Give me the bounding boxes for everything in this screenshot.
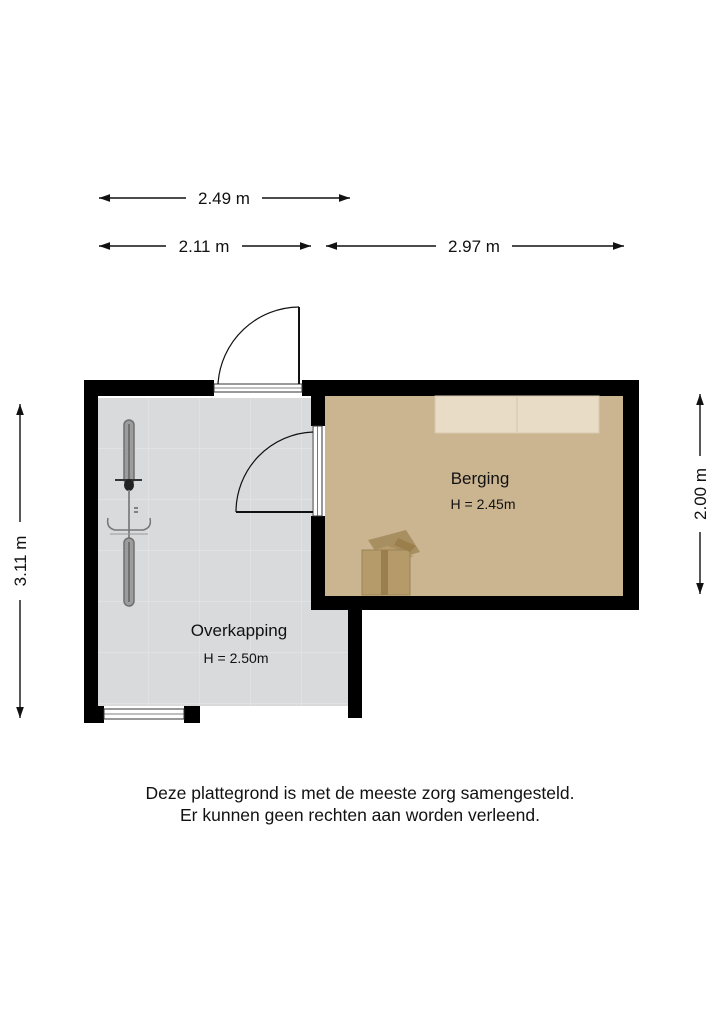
disclaimer-line-2: Er kunnen geen rechten aan worden verleend. <box>180 805 540 825</box>
dimension-label-top-right: 2.97 m <box>448 237 500 256</box>
dimension-top-left <box>99 237 311 256</box>
room-name-berging: Berging <box>450 469 510 488</box>
dimension-label-top-overall: 2.49 m <box>198 189 250 208</box>
room-height-overkapping: H = 2.50m <box>203 650 269 666</box>
dimension-left-side <box>11 404 30 718</box>
dimension-top-right <box>326 237 624 256</box>
bottom-window <box>104 709 184 719</box>
dimension-label-right-side: 2.00 m <box>691 468 710 520</box>
shelf <box>435 396 599 433</box>
disclaimer-line-1: Deze plattegrond is met de meeste zorg samengesteld. <box>145 783 575 803</box>
dimension-right-side <box>691 394 710 594</box>
disclaimer <box>0 782 720 826</box>
room-name-overkapping: Overkapping <box>190 621 288 640</box>
top-door <box>214 307 302 392</box>
dimension-top-overall <box>99 189 350 208</box>
dimension-label-left-side: 3.11 m <box>11 535 30 587</box>
room-height-berging: H = 2.45m <box>450 496 516 512</box>
dimension-label-top-left: 2.11 m <box>178 237 230 256</box>
